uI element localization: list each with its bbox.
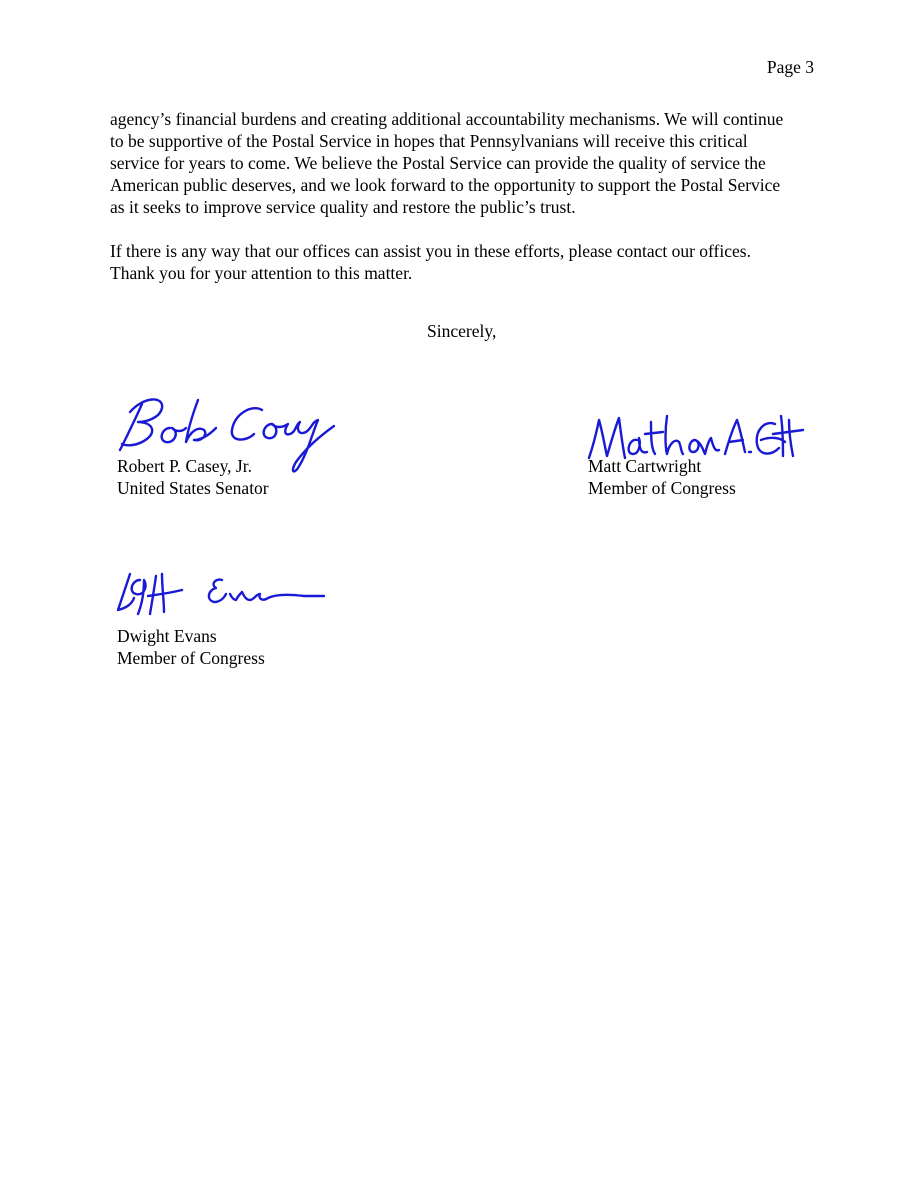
signature-block-evans	[117, 625, 265, 669]
signer-name: Robert P. Casey, Jr.	[117, 456, 252, 476]
paragraph-line: If there is any way that our offices can assist you in these efforts, please contact our offices.	[110, 241, 751, 261]
evans-signature	[112, 568, 332, 623]
signature-block-casey	[117, 455, 269, 499]
paragraph-line: service for years to come. We believe the Postal Service can provide the quality of service the	[110, 153, 766, 173]
paragraph-line: American public deserves, and we look forward to the opportunity to support the Postal Service	[110, 175, 781, 195]
signer-title: Member of Congress	[588, 478, 736, 498]
closing-salutation: Sincerely,	[427, 321, 497, 341]
body-paragraph-1	[110, 108, 820, 218]
paragraph-line: as it seeks to improve service quality and restore the public’s trust.	[110, 197, 576, 217]
signer-title: United States Senator	[117, 478, 269, 498]
signer-name: Matt Cartwright	[588, 456, 702, 476]
body-paragraph-2	[110, 240, 820, 284]
signer-name: Dwight Evans	[117, 626, 217, 646]
signer-title: Member of Congress	[117, 648, 265, 668]
signature-block-cartwright	[588, 455, 736, 499]
page-number: Page 3	[766, 57, 814, 77]
paragraph-line: agency’s financial burdens and creating additional accountability mechanisms. We will continue	[110, 109, 784, 129]
paragraph-line: Thank you for your attention to this matter.	[110, 263, 413, 283]
paragraph-line: to be supportive of the Postal Service in hopes that Pennsylvanians will receive this critical	[110, 131, 748, 151]
